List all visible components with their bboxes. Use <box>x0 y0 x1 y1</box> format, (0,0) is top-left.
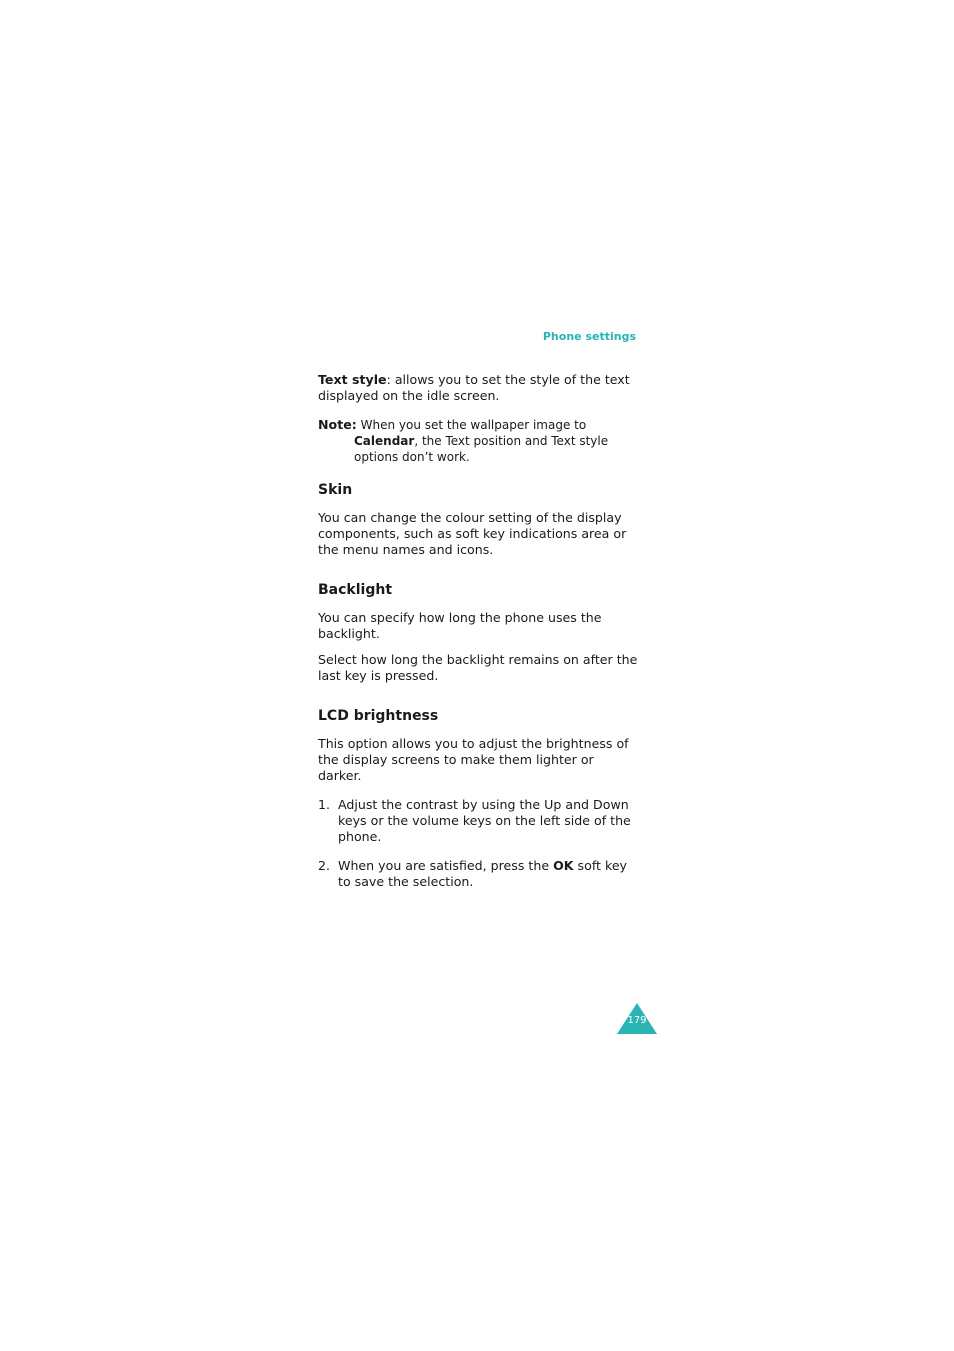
step-number: 2. <box>318 858 331 873</box>
backlight-body-1: You can specify how long the phone uses the backlight. <box>318 610 602 641</box>
backlight-body-2: Select how long the backlight remains on after the last key is pressed. <box>318 652 638 683</box>
step-text-after: soft key to save the selection. <box>338 858 628 889</box>
text-style-body: : allows you to set the style of the text displayed on the idle screen. <box>318 372 630 403</box>
section-header: Phone settings <box>542 330 636 343</box>
page-number: 179 <box>627 1015 647 1026</box>
note-line1-text: When you set the wallpaper image to <box>356 418 587 432</box>
list-item <box>318 797 640 845</box>
note-line-2 <box>318 433 640 465</box>
page-number-badge <box>617 1003 657 1034</box>
text-style-paragraph <box>318 372 640 404</box>
note-rest-text: , the Text position and Text style options don’t work. <box>354 434 609 464</box>
skin-body: You can change the colour setting of the display components, such as soft key indications area or the menu names and icons. <box>318 510 627 557</box>
note-line-1 <box>318 417 640 433</box>
backlight-heading: Backlight <box>318 582 393 598</box>
text-style-label: Text style <box>318 372 387 387</box>
lcd-body: This option allows you to adjust the brightness of the display screens to make them lighter or darker. <box>318 736 629 783</box>
list-item <box>318 858 640 890</box>
note-calendar: Calendar <box>354 434 415 448</box>
ok-key-label: OK <box>553 858 574 873</box>
page-content <box>318 372 640 890</box>
step-number: 1. <box>318 797 331 812</box>
note-block <box>318 417 640 465</box>
skin-heading: Skin <box>318 482 353 498</box>
lcd-heading: LCD brightness <box>318 708 439 724</box>
note-label: Note: <box>318 417 357 432</box>
step-text-before: When you are satisfied, press the <box>338 858 554 873</box>
step-text: Adjust the contrast by using the Up and Down keys or the volume keys on the left side of the phone. <box>338 797 631 844</box>
